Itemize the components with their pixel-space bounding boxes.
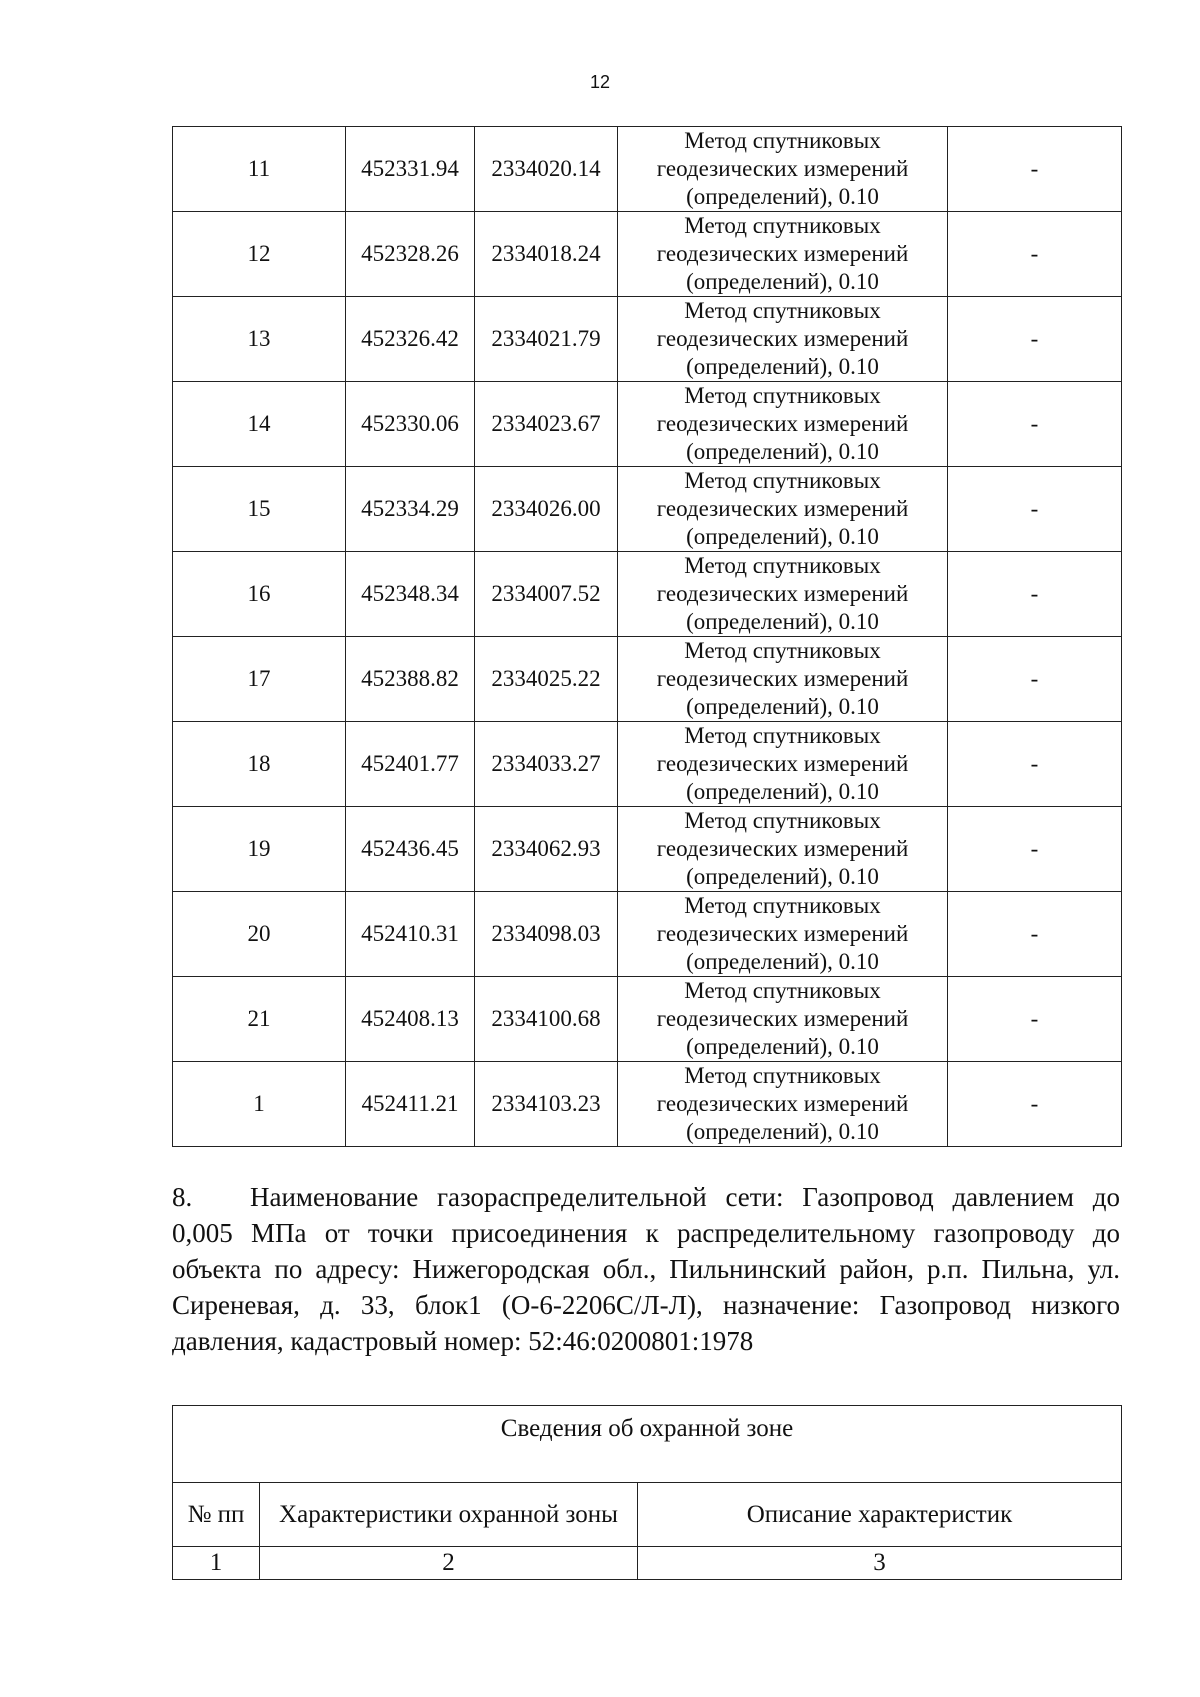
point-number-cell: 11 [173,127,346,212]
y-coordinate-cell: 2334100.68 [475,977,618,1062]
description-cell: - [948,1062,1122,1147]
method-line: геодезических измерений [656,496,909,521]
point-number-cell: 18 [173,722,346,807]
table-row [173,892,1122,977]
page-number: 12 [589,72,611,92]
table-row [173,127,1122,212]
x-coordinate-cell: 452328.26 [346,212,475,297]
method-cell [618,127,948,212]
method-line: геодезических измерений [656,1091,909,1116]
description-cell: - [948,467,1122,552]
table-row [173,297,1122,382]
method-cell [618,212,948,297]
point-number-cell: 21 [173,977,346,1062]
y-coordinate-cell: 2334103.23 [475,1062,618,1147]
table-row [173,552,1122,637]
x-coordinate-cell: 452436.45 [346,807,475,892]
method-line: (определений), 0.10 [686,269,879,294]
method-line: Метод спутниковых [684,978,881,1003]
y-coordinate-cell: 2334018.24 [475,212,618,297]
x-coordinate-cell: 452411.21 [346,1062,475,1147]
method-line: Метод спутниковых [684,468,881,493]
method-line: геодезических измерений [656,326,909,351]
method-line: Метод спутниковых [684,553,881,578]
y-coordinate-cell: 2334020.14 [475,127,618,212]
table-row [173,807,1122,892]
x-coordinate-cell: 452401.77 [346,722,475,807]
method-cell [618,1062,948,1147]
method-line: (определений), 0.10 [686,864,879,889]
method-line: (определений), 0.10 [686,184,879,209]
section-8 [172,1179,1120,1359]
description-cell: - [948,892,1122,977]
header-characteristics: Характеристики охранной зоны [260,1483,638,1547]
method-cell [618,467,948,552]
x-coordinate-cell: 452388.82 [346,637,475,722]
table-row [173,212,1122,297]
point-number-cell: 20 [173,892,346,977]
x-coordinate-cell: 452334.29 [346,467,475,552]
method-line: геодезических измерений [656,241,909,266]
method-line: геодезических измерений [656,581,909,606]
y-coordinate-cell: 2334023.67 [475,382,618,467]
point-number-cell: 14 [173,382,346,467]
table-row [173,722,1122,807]
y-coordinate-cell: 2334021.79 [475,297,618,382]
column-number-2: 2 [260,1547,638,1580]
method-line: Метод спутниковых [684,723,881,748]
x-coordinate-cell: 452326.42 [346,297,475,382]
point-number-cell: 17 [173,637,346,722]
table-row [173,977,1122,1062]
method-cell [618,637,948,722]
table-row [173,1062,1122,1147]
section-text: Наименование газораспределительной сети: Газопровод давлением до 0,005 МПа от точки присоединения к распределительному газопроводу до объекта по адресу: Нижегородская обл., Пильнинский район, р.п. Пильна, ул. Сиреневая, д. 33, блок1 (О-6-2206С/Л-Л), назначение: Газопровод низкого давления, кадастровый номер: 52:46:0200801:1978 [172,1182,1120,1356]
table-row [173,382,1122,467]
description-cell: - [948,382,1122,467]
method-line: Метод спутниковых [684,128,881,153]
point-number-cell: 16 [173,552,346,637]
method-line: (определений), 0.10 [686,779,879,804]
method-line: Метод спутниковых [684,638,881,663]
method-cell [618,722,948,807]
protection-zone-table [172,1405,1122,1580]
description-cell: - [948,722,1122,807]
method-line: (определений), 0.10 [686,949,879,974]
method-line: (определений), 0.10 [686,694,879,719]
method-line: (определений), 0.10 [686,1034,879,1059]
y-coordinate-cell: 2334026.00 [475,467,618,552]
y-coordinate-cell: 2334098.03 [475,892,618,977]
method-line: (определений), 0.10 [686,524,879,549]
description-cell: - [948,552,1122,637]
method-line: Метод спутниковых [684,383,881,408]
method-line: (определений), 0.10 [686,1119,879,1144]
x-coordinate-cell: 452330.06 [346,382,475,467]
point-number-cell: 12 [173,212,346,297]
method-line: Метод спутниковых [684,893,881,918]
method-line: Метод спутниковых [684,1063,881,1088]
description-cell: - [948,637,1122,722]
method-cell [618,297,948,382]
header-description: Описание характеристик [638,1483,1122,1547]
method-line: геодезических измерений [656,666,909,691]
coordinates-table [172,126,1122,1147]
description-cell: - [948,127,1122,212]
section-number: 8. [172,1182,193,1212]
method-cell [618,977,948,1062]
method-cell [618,892,948,977]
y-coordinate-cell: 2334007.52 [475,552,618,637]
method-line: геодезических измерений [656,1006,909,1031]
method-line: (определений), 0.10 [686,439,879,464]
point-number-cell: 15 [173,467,346,552]
method-line: (определений), 0.10 [686,354,879,379]
method-line: геодезических измерений [656,921,909,946]
table-row [173,467,1122,552]
header-number: № пп [173,1483,260,1547]
method-cell [618,382,948,467]
y-coordinate-cell: 2334033.27 [475,722,618,807]
description-cell: - [948,212,1122,297]
description-cell: - [948,977,1122,1062]
column-number-3: 3 [638,1547,1122,1580]
description-cell: - [948,807,1122,892]
method-line: геодезических измерений [656,836,909,861]
column-number-1: 1 [173,1547,260,1580]
x-coordinate-cell: 452331.94 [346,127,475,212]
method-cell [618,807,948,892]
method-cell [618,552,948,637]
method-line: геодезических измерений [656,751,909,776]
method-line: Метод спутниковых [684,808,881,833]
x-coordinate-cell: 452410.31 [346,892,475,977]
method-line: Метод спутниковых [684,213,881,238]
point-number-cell: 1 [173,1062,346,1147]
x-coordinate-cell: 452408.13 [346,977,475,1062]
zone-table-caption: Сведения об охранной зоне [173,1406,1122,1483]
method-line: геодезических измерений [656,156,909,181]
description-cell: - [948,297,1122,382]
table-row [173,637,1122,722]
method-line: геодезических измерений [656,411,909,436]
method-line: Метод спутниковых [684,298,881,323]
y-coordinate-cell: 2334025.22 [475,637,618,722]
x-coordinate-cell: 452348.34 [346,552,475,637]
point-number-cell: 13 [173,297,346,382]
point-number-cell: 19 [173,807,346,892]
method-line: (определений), 0.10 [686,609,879,634]
y-coordinate-cell: 2334062.93 [475,807,618,892]
